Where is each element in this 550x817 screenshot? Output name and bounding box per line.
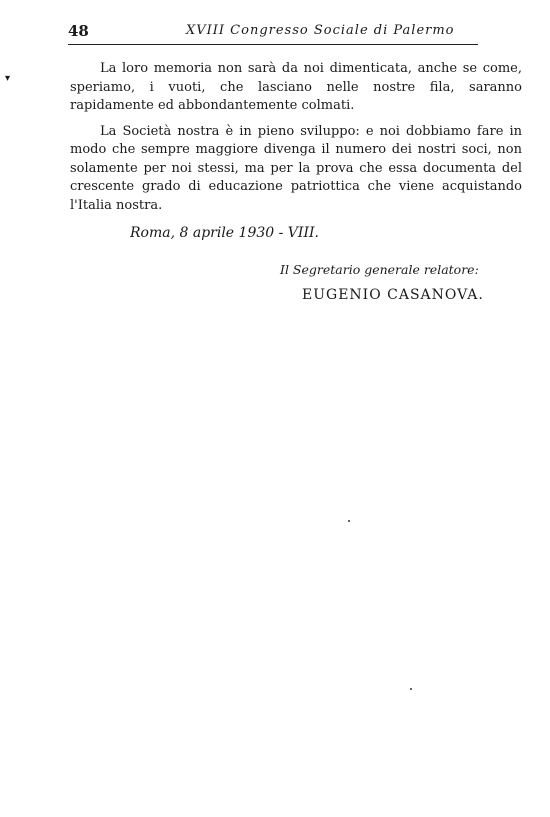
page-number: 48: [68, 22, 89, 40]
paragraph: La Società nostra è in pieno sviluppo: e noi dobbiamo fare in modo che sempre maggiore divenga il numero dei nostri soci, non solamente per noi stessi, ma per la prova che essa documenta del crescente grado di educazione patriottica che viene acquistando l'Italia nostra.: [70, 123, 522, 213]
running-head: XVIII Congresso Sociale di Palermo: [186, 23, 455, 38]
margin-mark: ▾: [5, 73, 11, 84]
paragraph: La loro memoria non sarà da noi dimenticata, anche se come, speriamo, i vuoti, che lasciano nelle nostre fila, saranno rapidamente ed abbondantemente colmati.: [70, 61, 522, 113]
header-rule: [68, 44, 478, 45]
scan-speck: [348, 520, 350, 522]
signatory-role: Il Segretario generale relatore:: [280, 262, 479, 277]
page-header: [68, 22, 528, 44]
date-line: Roma, 8 aprile 1930 - VIII.: [130, 225, 319, 241]
signatory-name: EUGENIO CASANOVA.: [302, 287, 484, 303]
body-text: [70, 60, 522, 215]
scan-speck: [410, 688, 412, 690]
